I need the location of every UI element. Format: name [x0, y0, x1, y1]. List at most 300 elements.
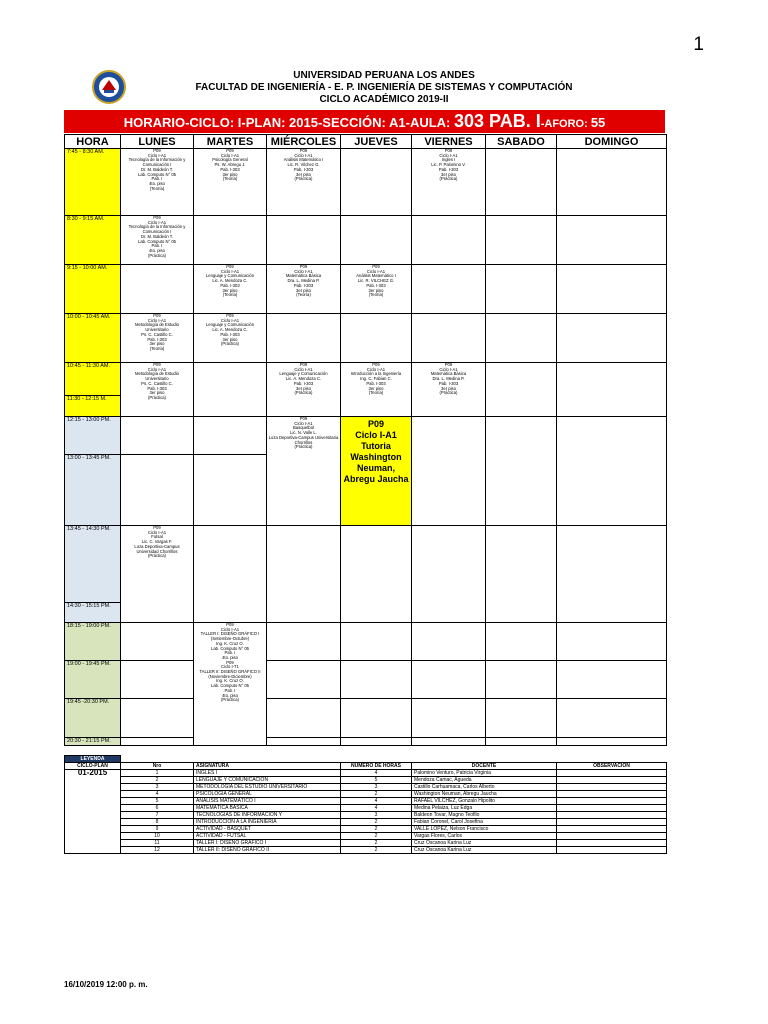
class-line: Ciclo I-A1 — [147, 529, 167, 535]
class-line: Ingles I — [441, 157, 456, 163]
empty-cell — [121, 265, 194, 314]
class-line: 4to. piso — [222, 654, 238, 660]
class-line: Metodología de Estudio — [135, 371, 179, 377]
empty-cell — [194, 417, 267, 455]
class-line: Ciclo I-A1 — [220, 152, 240, 158]
empty-cell — [341, 314, 412, 363]
class-line: (Práctica) — [439, 390, 458, 396]
empty-cell — [121, 699, 194, 738]
class-line: Pab. I-303 — [220, 331, 240, 337]
col-viernes: VIERNES — [412, 135, 486, 149]
empty-cell — [486, 314, 557, 363]
class-block — [194, 314, 267, 363]
empty-cell — [194, 455, 267, 526]
banner-capacity: 55 — [590, 115, 606, 130]
table-row — [65, 265, 667, 314]
legend-asignatura: INTRODUCCION A LA INGENIERIA — [194, 819, 341, 826]
empty-cell — [412, 623, 486, 661]
empty-cell — [557, 699, 667, 738]
class-line: Lic. A. Mendoza C. — [212, 278, 248, 284]
schedule-banner — [64, 110, 665, 133]
legend-docente: Vargas Flores, Carlos — [412, 833, 557, 840]
class-line: (Teoría) — [368, 390, 384, 396]
class-line: Ciclo I-A1 — [220, 317, 240, 323]
legend-asignatura: TECNOLOGIAS DE INFORMACIÓN Y — [194, 812, 341, 819]
class-line: Universidad Chorrillos — [136, 548, 178, 554]
time-slot: 13:45 - 14:30 PM. — [65, 526, 121, 603]
table-row — [65, 623, 667, 661]
class-line: Pab. I — [224, 650, 236, 656]
class-block — [194, 623, 267, 746]
legend-asignatura: MATEMÁTICA BÁSICA — [194, 805, 341, 812]
empty-cell — [412, 265, 486, 314]
class-line: 3er piso — [368, 385, 384, 391]
class-line: Pab. I-303 — [293, 282, 314, 288]
legend-header-observacion: OBSERVACIÓN — [557, 763, 667, 770]
class-line: Pab. I-303 — [366, 282, 386, 288]
class-block — [412, 149, 486, 216]
class-line: Neuman, — [356, 463, 395, 473]
class-line: (Noviembre-Diciembre) — [208, 673, 252, 679]
class-block — [412, 363, 486, 417]
legend-asignatura: METODOLOGIA DEL ESTUDIO UNIVERSITARIO — [194, 784, 341, 791]
class-line: Ciclo I-A1 — [366, 366, 386, 372]
legend-row — [65, 784, 667, 791]
class-line: (Teoría) — [149, 185, 165, 191]
class-line: (Práctica) — [148, 394, 166, 400]
class-line: P09 — [299, 362, 308, 367]
class-block — [341, 363, 412, 417]
empty-cell — [557, 417, 667, 526]
legend-body — [65, 770, 667, 854]
legend-row — [65, 840, 667, 847]
class-line: 3er piso — [222, 287, 238, 293]
class-line: (Teoría) — [368, 292, 384, 298]
class-line: Washington — [350, 452, 402, 462]
empty-cell — [341, 738, 412, 746]
legend-horas: 4 — [341, 798, 412, 805]
table-row — [65, 149, 667, 216]
legend-header-nro: Nro — [121, 763, 194, 770]
legend-horas: 4 — [341, 805, 412, 812]
legend-docente: Castillo Carhuamaca, Carlos Alberto — [412, 784, 557, 791]
class-line: 3er piso — [296, 171, 311, 177]
class-line: Ciclo I-T1 — [221, 664, 239, 670]
col-hora: HORA — [65, 135, 121, 149]
class-line: Pab. I — [151, 243, 163, 249]
time-slot: 10:45 - 11:30 AM. — [65, 363, 121, 396]
legend-nro: 4 — [121, 791, 194, 798]
time-slot: 10:00 - 10:45 AM. — [65, 314, 121, 363]
legend-row — [65, 770, 667, 777]
legend-observacion — [557, 847, 667, 854]
class-line: Lenguaje y Comunicación — [205, 273, 255, 279]
class-line: Análisis Matemático I — [283, 157, 324, 163]
class-line: Pab. I-303 — [220, 282, 240, 288]
empty-cell — [267, 699, 341, 738]
time-slot: 8:30 - 9:15 AM. — [65, 216, 121, 265]
legend-observacion — [557, 819, 667, 826]
class-line: P09 — [226, 313, 234, 318]
class-line: TALLER I: DISEÑO GRÁFICO I — [200, 631, 260, 637]
class-block — [121, 363, 194, 417]
legend-nro: 10 — [121, 833, 194, 840]
empty-cell — [121, 738, 194, 746]
class-line: Lab. Computo N° 05 — [138, 238, 176, 244]
legend-row — [65, 791, 667, 798]
empty-cell — [267, 216, 341, 265]
legend-horas: 5 — [341, 777, 412, 784]
empty-cell — [557, 526, 667, 623]
legend-horas: 4 — [341, 770, 412, 777]
class-line: 3er piso — [368, 287, 384, 293]
empty-cell — [267, 314, 341, 363]
col-lunes: LUNES — [121, 135, 194, 149]
class-line: P09 — [153, 525, 161, 530]
class-line: Futsal — [151, 534, 163, 540]
class-line: Ing. K. Cruz O. — [216, 678, 244, 684]
class-line: Ciclo I-A1 — [439, 366, 458, 372]
empty-cell — [412, 661, 486, 699]
legend-title-row — [65, 756, 667, 763]
class-line: Matemática Básica — [430, 371, 467, 377]
legend-docente: Baldeon Tovar, Magno Teofilo — [412, 812, 557, 819]
class-block — [121, 149, 194, 216]
class-line: Universitario — [145, 376, 169, 382]
legend-docente: Washington Neuman, Abregu Jaucha — [412, 791, 557, 798]
empty-cell — [412, 699, 486, 738]
class-line: Ps. W. Abregu J. — [214, 162, 246, 168]
class-line: (Práctica) — [148, 252, 166, 258]
empty-cell — [121, 623, 194, 661]
class-line: P09 — [299, 416, 308, 421]
faculty-name: FACULTAD DE INGENIERÍA - E. P. INGENIERÍA DE SISTEMAS Y COMPUTACIÓN — [195, 82, 573, 93]
empty-cell — [121, 455, 194, 526]
legend-nro: 1 — [121, 770, 194, 777]
class-line: (Práctica) — [294, 390, 313, 396]
legend-docente: RAFAEL VILCHEZ, Gonzalo Hipolito — [412, 798, 557, 805]
class-line: Ciclo I-A1 — [147, 317, 167, 323]
table-row — [65, 661, 667, 699]
legend-horas: 3 — [341, 784, 412, 791]
class-line: 3er piso — [296, 287, 311, 293]
legend-row — [65, 812, 667, 819]
empty-cell — [486, 699, 557, 738]
empty-cell — [341, 149, 412, 216]
time-slot: 13:00 - 13:45 PM. — [65, 455, 121, 526]
class-line: Ing. C. Fabian C. — [360, 376, 392, 382]
class-line: Ciclo I-A1 — [366, 268, 386, 274]
class-line: Ciclo I-A1 — [294, 152, 313, 158]
table-row — [65, 216, 667, 265]
table-row — [65, 526, 667, 603]
class-line: Loza Deportiva-Campus Universitaria — [268, 434, 339, 440]
legend-nro: 9 — [121, 826, 194, 833]
legend-row — [65, 819, 667, 826]
class-line: P09 — [299, 148, 308, 153]
col-domingo: DOMINGO — [557, 135, 667, 149]
class-line: Ps. C. Castillo C. — [141, 380, 173, 386]
class-line: Pab. I-303 — [147, 336, 167, 342]
class-line: P09 — [372, 264, 380, 269]
class-line: Ciclo I-A1 — [294, 268, 313, 274]
banner-room: 303 PAB. I — [454, 111, 541, 131]
class-line: Ciclo I-A1 — [220, 268, 240, 274]
legend-horas: 2 — [341, 833, 412, 840]
col-jueves: JUEVES — [341, 135, 412, 149]
class-line: (Práctica) — [148, 553, 166, 559]
time-slot: 12:15 - 13:00 PM. — [65, 417, 121, 455]
time-slot: 9:15 - 10:00 AM. — [65, 265, 121, 314]
class-block — [267, 149, 341, 216]
class-block — [121, 216, 194, 265]
legend-header-docente: DOCENTE — [412, 763, 557, 770]
class-line: Dra. L. Medina P. — [432, 376, 465, 382]
page-number: 1 — [693, 34, 704, 55]
legend-title: LEYENDA — [65, 756, 121, 763]
legend-horas: 2 — [341, 840, 412, 847]
document-header — [0, 70, 768, 106]
legend-docente: Medina Pelaiza, Luz Edga — [412, 805, 557, 812]
class-line: (Teoría) — [222, 176, 238, 182]
class-line: 3er piso — [222, 171, 238, 177]
class-line: (Práctica) — [294, 444, 313, 450]
class-line: Ciclo I-A1 — [147, 152, 167, 158]
legend-row — [65, 777, 667, 784]
legend-docente: Palomino Venturo, Patricia Virginia — [412, 770, 557, 777]
class-line: Ps. C. Castillo C. — [141, 331, 173, 337]
class-line: Ciclo I-A1 — [294, 420, 313, 426]
empty-cell — [194, 526, 267, 623]
class-line: 3er piso — [441, 171, 456, 177]
empty-cell — [121, 417, 194, 455]
table-row — [65, 363, 667, 396]
class-line: Tutoria — [361, 441, 391, 451]
class-block — [267, 363, 341, 417]
legend-horas: 3 — [341, 812, 412, 819]
legend-nro: 6 — [121, 805, 194, 812]
banner-part1: HORARIO-CICLO: I-PLAN: 2015-SECCIÓN: A1-AULA: — [123, 115, 454, 130]
empty-cell — [194, 216, 267, 265]
class-line: Pab. I-303 — [147, 385, 167, 391]
class-line: Ciclo I-A1 — [220, 626, 240, 632]
ciclo-plan-value: 01-2015 — [65, 770, 121, 854]
legend-row — [65, 805, 667, 812]
tutoria-block — [341, 417, 412, 526]
empty-cell — [121, 756, 667, 763]
class-line: (Setiembre-Octubre) — [210, 636, 250, 642]
class-line: Matemática Básica — [285, 273, 322, 279]
table-row — [65, 314, 667, 363]
class-line: Ciclo I-A1 — [439, 152, 458, 158]
class-line: Dr. M. Baldeón T. — [140, 233, 174, 239]
legend-observacion — [557, 833, 667, 840]
legend-observacion — [557, 784, 667, 791]
class-line: Psicología General — [212, 157, 248, 163]
legend-observacion — [557, 805, 667, 812]
legend-asignatura: ANÁLISIS MATEMÁTICO I — [194, 798, 341, 805]
class-line: Tecnología de la Información y — [128, 157, 186, 163]
legend-header-asignatura: ASIGNATURA — [194, 763, 341, 770]
class-block — [267, 265, 341, 314]
empty-cell — [557, 149, 667, 216]
class-line: Chorrillos — [294, 439, 313, 445]
class-block — [194, 149, 267, 216]
class-line: Ciclo I-A1 — [147, 366, 167, 372]
class-line: Lic. A. Mendoza C. — [212, 327, 248, 333]
empty-cell — [267, 738, 341, 746]
time-slot: 19:45 -20:30 PM. — [65, 699, 121, 738]
legend-header-horas: NUMERO DE HORAS — [341, 763, 412, 770]
legend-observacion — [557, 812, 667, 819]
empty-cell — [486, 738, 557, 746]
legend-nro: 11 — [121, 840, 194, 847]
empty-cell — [557, 265, 667, 314]
legend-asignatura: TALLER II: DISEÑO GRÁFICO II — [194, 847, 341, 854]
class-line: (Teoría) — [149, 345, 165, 351]
class-line: Análisis Matemático I — [356, 273, 396, 279]
class-line: (Práctica) — [221, 341, 239, 347]
class-line: P09 — [367, 419, 384, 429]
legend-observacion — [557, 826, 667, 833]
class-line: Pab. I-303 — [220, 166, 240, 172]
col-sabado: SABADO — [486, 135, 557, 149]
class-line: Lenguaje y Comunicación — [279, 371, 328, 377]
class-line: P09 — [153, 313, 161, 318]
schedule-table — [64, 134, 667, 746]
class-line: 4to. piso — [222, 692, 238, 698]
time-slot: 20:30 - 21:15 PM. — [65, 738, 121, 746]
class-line: P09 — [444, 362, 453, 367]
legend-asignatura: INGLES I — [194, 770, 341, 777]
class-block — [267, 417, 341, 526]
header-row — [65, 135, 667, 149]
empty-cell — [412, 314, 486, 363]
table-row — [65, 738, 667, 746]
legend-nro: 7 — [121, 812, 194, 819]
empty-cell — [557, 661, 667, 699]
class-line: Lic. C. Vargas F. — [141, 539, 173, 545]
legend-nro: 3 — [121, 784, 194, 791]
empty-cell — [557, 363, 667, 417]
time-slot: 11:30 - 12:15 M. — [65, 396, 121, 417]
empty-cell — [267, 661, 341, 699]
class-line: Lenguaje y Comunicación — [205, 322, 255, 328]
class-block — [341, 265, 412, 314]
empty-cell — [486, 149, 557, 216]
time-slot: 7:45 - 8:30 AM. — [65, 149, 121, 216]
legend-nro: 2 — [121, 777, 194, 784]
class-block — [121, 526, 194, 623]
class-line: 3er piso — [149, 390, 165, 396]
class-line: P09 — [444, 148, 453, 153]
empty-cell — [557, 738, 667, 746]
class-line: Pab. I-303 — [438, 166, 459, 172]
class-line: 4to. piso — [149, 247, 165, 253]
class-line: (Teoría) — [296, 292, 311, 298]
class-line: Tecnología de la Información y — [128, 224, 186, 230]
class-line: Lab. Computo N° 05 — [138, 171, 176, 177]
class-line: 4to. piso — [149, 180, 165, 186]
legend-row — [65, 833, 667, 840]
legend-docente: VALLE LOPEZ, Nelson Francisco — [412, 826, 557, 833]
legend-observacion — [557, 798, 667, 805]
empty-cell — [194, 363, 267, 417]
time-slot: 18:15 - 19:00 PM. — [65, 623, 121, 661]
legend-table — [64, 755, 667, 854]
class-line: Lic. N. Valle L. — [290, 430, 317, 436]
class-line: P09 — [226, 622, 234, 627]
empty-cell — [267, 526, 341, 623]
legend-observacion — [557, 791, 667, 798]
class-line: Basquetbol — [293, 425, 314, 431]
empty-cell — [341, 661, 412, 699]
class-line: Dr. M. Baldeón T. — [140, 166, 174, 172]
class-line: Introducción a la Ingeniería — [350, 371, 402, 377]
class-line: 3er piso — [222, 336, 238, 342]
class-line: (Práctica) — [439, 176, 458, 182]
legend-docente: Mendoza Camac, Agueda — [412, 777, 557, 784]
legend-horas: 2 — [341, 819, 412, 826]
class-line: P09 — [153, 215, 161, 220]
empty-cell — [121, 661, 194, 699]
class-line: Ciclo I-A1 — [294, 366, 313, 372]
legend-horas: 2 — [341, 847, 412, 854]
class-line: P09 — [226, 264, 234, 269]
class-line: P09 — [226, 659, 234, 665]
class-line: 3er piso — [149, 341, 165, 347]
ciclo-plan-label: CICLO-PLAN — [65, 763, 121, 770]
class-line: Pab. I-303 — [293, 380, 314, 386]
empty-cell — [341, 623, 412, 661]
banner-capacity-label: -AFORO: — [540, 118, 591, 130]
legend-docente: Cruz Oscanoa Karina Luz — [412, 840, 557, 847]
class-line: Lic. P. Palomino V. — [431, 162, 466, 168]
class-line: (Práctica) — [221, 697, 239, 703]
class-line: Comunicación I — [142, 229, 172, 235]
legend-observacion — [557, 840, 667, 847]
empty-cell — [486, 363, 557, 417]
empty-cell — [486, 623, 557, 661]
legend-nro: 12 — [121, 847, 194, 854]
col-martes: MARTES — [194, 135, 267, 149]
class-line: Lab. Computo N° 05 — [211, 645, 249, 651]
empty-cell — [412, 216, 486, 265]
empty-cell — [412, 738, 486, 746]
empty-cell — [341, 526, 412, 623]
class-line: P09 — [372, 362, 380, 367]
empty-cell — [557, 623, 667, 661]
legend-row — [65, 798, 667, 805]
class-line: Pab. I — [151, 176, 163, 182]
class-line: Lic. R. Vilchez G. — [287, 162, 320, 168]
class-line: Ing. K. Cruz O. — [216, 640, 244, 646]
class-line: (Práctica) — [294, 176, 313, 182]
class-line: Pab. I — [224, 687, 236, 693]
class-line: P09 — [226, 148, 234, 153]
legend-docente: Fabian Coronel, Carol Josefina — [412, 819, 557, 826]
class-line: 3er piso — [441, 385, 456, 391]
empty-cell — [486, 216, 557, 265]
class-block — [121, 314, 194, 363]
empty-cell — [486, 265, 557, 314]
class-line: Dra. L. Medina P. — [287, 278, 320, 284]
class-line: Universitario — [145, 327, 169, 333]
class-line: P09 — [299, 264, 308, 269]
class-line: (Teoría) — [222, 292, 238, 298]
class-line: Abregu Jaucha — [343, 474, 409, 484]
university-name: UNIVERSIDAD PERUANA LOS ANDES — [293, 70, 475, 81]
